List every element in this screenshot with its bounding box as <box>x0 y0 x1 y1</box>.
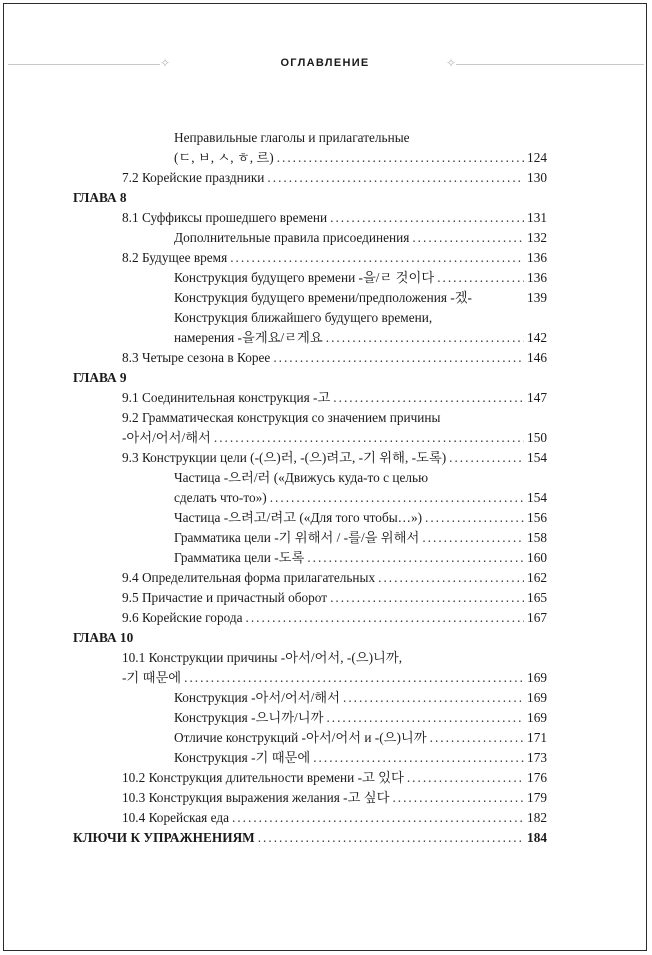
toc-chapter-heading[interactable] <box>73 368 547 388</box>
toc-entry-title: Конструкция ближайшего будущего времени, <box>174 310 433 325</box>
toc-entry-title: 9.4 Определительная форма прилагательных <box>122 570 376 585</box>
toc-page-number: 171 <box>527 730 547 745</box>
toc-entry[interactable] <box>73 648 547 668</box>
toc-page-number: 156 <box>527 510 547 525</box>
dot-leader <box>425 508 524 528</box>
toc-page-number: 146 <box>527 350 547 365</box>
toc-entry-title: Грамматика цели -기 위해서 / -를/을 위해서 <box>174 530 420 545</box>
toc-page-number: 147 <box>527 390 547 405</box>
toc-entry-title: Конструкция будущего времени -을/ㄹ 것이다 <box>174 270 435 285</box>
toc-entry-title: 9.6 Корейские города <box>122 610 243 625</box>
toc-entry-title: 9.3 Конструкции цели (-(으)러, -(으)려고, -기 위해, -도록) <box>122 450 447 465</box>
page-title: ОГЛАВЛЕНИЕ <box>280 57 370 69</box>
toc-entry[interactable] <box>73 348 547 368</box>
dot-leader <box>214 428 524 448</box>
toc-page-number: 130 <box>527 170 547 185</box>
dot-leader <box>307 548 524 568</box>
toc-entry-title: 9.5 Причастие и причастный оборот <box>122 590 328 605</box>
toc-page-number: 167 <box>527 610 547 625</box>
toc-entry-title: Дополнительные правила присоединения <box>174 230 410 245</box>
document-page <box>3 3 647 951</box>
toc-entry[interactable] <box>73 268 547 288</box>
toc-entry[interactable] <box>73 208 547 228</box>
toc-entry[interactable] <box>73 788 547 808</box>
toc-page-number: 132 <box>527 230 547 245</box>
toc-entry[interactable] <box>73 428 547 448</box>
toc-page-number: 154 <box>527 490 547 505</box>
toc-entry-title: Частица -으러/러 («Движусь куда-то с целью <box>174 470 429 485</box>
toc-entry[interactable] <box>73 548 547 568</box>
toc-entry[interactable] <box>73 688 547 708</box>
toc-entry-title: 10.2 Конструкция длительности времени -고 있다 <box>122 770 404 785</box>
page-header <box>4 54 646 74</box>
toc-page-number: 136 <box>527 250 547 265</box>
toc-entry-title: ГЛАВА 8 <box>73 190 127 205</box>
dot-leader <box>267 168 524 188</box>
toc-page-number: 182 <box>527 810 547 825</box>
toc-entry-title: 8.3 Четыре сезона в Корее <box>122 350 271 365</box>
toc-entry-title: Грамматика цели -도록 <box>174 550 305 565</box>
toc-entry-title: Конструкция -아서/어서/해서 <box>174 690 340 705</box>
toc-entry-title: ГЛАВА 10 <box>73 630 134 645</box>
toc-entry[interactable] <box>73 128 547 148</box>
dot-leader <box>230 248 524 268</box>
table-of-contents <box>73 128 547 848</box>
ornament-star-icon: ✧ <box>160 56 171 70</box>
toc-entry[interactable] <box>73 768 547 788</box>
toc-chapter-heading[interactable] <box>73 628 547 648</box>
dot-leader <box>246 608 525 628</box>
toc-entry[interactable] <box>73 328 547 348</box>
toc-entry[interactable] <box>73 528 547 548</box>
dot-leader <box>437 268 524 288</box>
toc-entry-title: Конструкция будущего времени/предположения -겠- <box>174 290 472 305</box>
toc-entry[interactable] <box>73 708 547 728</box>
toc-page-number: 169 <box>527 670 547 685</box>
toc-page-number: 160 <box>527 550 547 565</box>
toc-entry[interactable] <box>73 228 547 248</box>
toc-chapter-heading[interactable] <box>73 188 547 208</box>
toc-entry-title: 8.2 Будущее время <box>122 250 228 265</box>
toc-entry[interactable] <box>73 588 547 608</box>
toc-entry-title: 10.4 Корейская еда <box>122 810 230 825</box>
dot-leader <box>412 228 524 248</box>
toc-entry-title: КЛЮЧИ К УПРАЖНЕНИЯМ <box>73 830 255 845</box>
toc-entry-title: -기 때문에 <box>122 670 182 685</box>
toc-entry[interactable] <box>73 468 547 488</box>
dot-leader <box>392 788 524 808</box>
dot-leader <box>449 448 524 468</box>
toc-page-number: 179 <box>527 790 547 805</box>
toc-entry[interactable] <box>73 748 547 768</box>
dot-leader <box>270 488 524 508</box>
toc-entry-title: намерения -을게요/ㄹ게요 <box>174 330 323 345</box>
toc-entry[interactable] <box>73 248 547 268</box>
dot-leader <box>343 688 524 708</box>
toc-entry[interactable] <box>73 808 547 828</box>
toc-entry-title: Частица -으려고/려고 («Для того чтобы…») <box>174 510 423 525</box>
toc-page-number: 162 <box>527 570 547 585</box>
toc-entry-title: Конструкция -기 때문에 <box>174 750 311 765</box>
dot-leader <box>232 808 524 828</box>
toc-entry[interactable] <box>73 448 547 468</box>
dot-leader <box>378 568 524 588</box>
toc-entry-title: ГЛАВА 9 <box>73 370 127 385</box>
toc-entry-title: 10.1 Конструкции причины -아서/어서, -(으)니까, <box>122 650 403 665</box>
dot-leader <box>430 728 524 748</box>
toc-page-number: 169 <box>527 710 547 725</box>
dot-leader <box>326 708 524 728</box>
toc-entry-title: 9.2 Грамматическая конструкция со значением причины <box>122 410 441 425</box>
toc-entry[interactable] <box>73 568 547 588</box>
toc-entry[interactable] <box>73 668 547 688</box>
dot-leader <box>184 668 524 688</box>
toc-entry-title: -아서/어서/해서 <box>122 430 211 445</box>
dot-leader <box>277 148 524 168</box>
dot-leader <box>422 528 524 548</box>
toc-entry[interactable] <box>73 388 547 408</box>
toc-entry-title: Неправильные глаголы и прилагательные <box>174 130 410 145</box>
toc-page-number: 124 <box>527 150 547 165</box>
toc-entry[interactable] <box>73 408 547 428</box>
toc-entry-title: 10.3 Конструкция выражения желания -고 싶다 <box>122 790 390 805</box>
toc-entry[interactable] <box>73 728 547 748</box>
toc-page-number: 139 <box>527 290 547 305</box>
toc-page-number: 165 <box>527 590 547 605</box>
toc-entry-title: Отличие конструкций -아서/어서 и -(으)니까 <box>174 730 427 745</box>
toc-entry[interactable] <box>73 488 547 508</box>
toc-page-number: 136 <box>527 270 547 285</box>
ornament-star-icon: ✧ <box>446 56 457 70</box>
toc-entry-title: сделать что-то») <box>174 490 267 505</box>
toc-entry-title: 7.2 Корейские праздники <box>122 170 265 185</box>
toc-entry-title: 8.1 Суффиксы прошедшего времени <box>122 210 328 225</box>
toc-entry-title: (ㄷ, ㅂ, ㅅ, ㅎ, 르) <box>174 150 274 165</box>
toc-page-number: 158 <box>527 530 547 545</box>
toc-page-number: 142 <box>527 330 547 345</box>
toc-entry[interactable] <box>73 828 547 848</box>
dot-leader <box>313 748 524 768</box>
toc-entry[interactable] <box>73 288 547 308</box>
dot-leader <box>326 328 524 348</box>
toc-page-number: 154 <box>527 450 547 465</box>
toc-page-number: 131 <box>527 210 547 225</box>
toc-entry[interactable] <box>73 608 547 628</box>
toc-entry[interactable] <box>73 508 547 528</box>
toc-page-number: 169 <box>527 690 547 705</box>
toc-entry[interactable] <box>73 168 547 188</box>
dot-leader <box>273 348 524 368</box>
toc-entry[interactable] <box>73 148 547 168</box>
toc-entry-title: 9.1 Соединительная конструкция -고 <box>122 390 331 405</box>
toc-page-number: 176 <box>527 770 547 785</box>
dot-leader <box>407 768 524 788</box>
dot-leader <box>330 588 524 608</box>
toc-page-number: 150 <box>527 430 547 445</box>
toc-page-number: 173 <box>527 750 547 765</box>
toc-entry[interactable] <box>73 308 547 328</box>
toc-entry-title: Конструкция -으니까/니까 <box>174 710 324 725</box>
header-rule-right <box>456 64 644 65</box>
dot-leader <box>258 828 524 848</box>
dot-leader <box>333 388 524 408</box>
dot-leader <box>330 208 524 228</box>
toc-page-number: 184 <box>527 830 547 845</box>
